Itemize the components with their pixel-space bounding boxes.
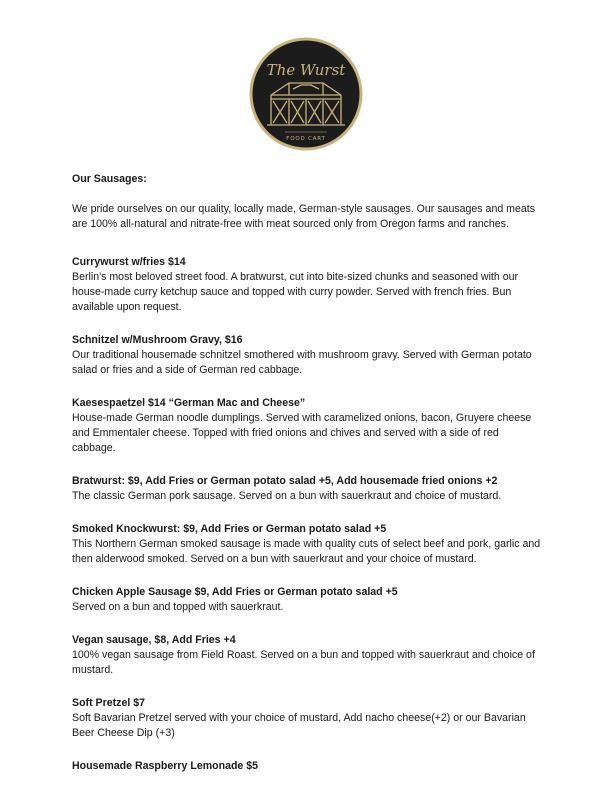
menu-item-description: The classic German pork sausage. Served on a bun with sauerkraut and choice of mustard. — [72, 490, 502, 502]
menu-item-chicken-apple-sausage — [72, 585, 542, 615]
menu-item-title: Bratwurst: $9, Add Fries or German potato salad +5, Add housemade fried onions +2 — [72, 475, 498, 487]
menu-item-title: Currywurst w/fries $14 — [72, 256, 186, 268]
menu-item-title: Soft Pretzel $7 — [72, 697, 146, 709]
menu-item-description: 100% vegan sausage from Field Roast. Served on a bun and topped with sauerkraut and choice of mustard. — [72, 649, 535, 676]
menu-item-title: Schnitzel w/Mushroom Gravy, $16 — [72, 334, 243, 346]
menu-item-title: Chicken Apple Sausage $9, Add Fries or German potato salad +5 — [72, 586, 398, 598]
menu-item-description: House-made German noodle dumplings. Served with caramelized onions, bacon, Gruyere cheese and Emmentaler cheese. Topped with fried onions and chives and served with a side of red cabbage. — [72, 412, 532, 454]
menu-item-knockwurst — [72, 522, 542, 567]
menu-item-description: Our traditional housemade schnitzel smothered with mushroom gravy. Served with German potato salad or fries and a side of German red cabbage. — [72, 349, 532, 376]
menu-item-bratwurst — [72, 474, 542, 504]
menu-item-vegan-sausage — [72, 633, 542, 678]
menu-item-kaesespaetzel — [72, 396, 542, 456]
menu-item-title: Kaesespaetzel $14 “German Mac and Cheese” — [72, 397, 306, 409]
logo — [249, 37, 363, 151]
menu-item-description: Berlin's most beloved street food. A bratwurst, cut into bite-sized chunks and seasoned with our house-made curry ketchup sauce and topped with curry powder. Served with french fries. Bun available upon request. — [72, 271, 519, 313]
menu-item-description: Soft Bavarian Pretzel served with your choice of mustard, Add nacho cheese(+2) or our Bavarian Beer Cheese Dip (+3) — [72, 712, 526, 739]
menu-item-title: Smoked Knockwurst: $9, Add Fries or German potato salad +5 — [72, 523, 387, 535]
menu-item-currywurst — [72, 255, 542, 315]
menu-item-title: Housemade Raspberry Lemonade $5 — [72, 760, 259, 772]
menu-content — [72, 172, 542, 792]
logo-emblem — [249, 37, 363, 151]
intro-paragraph: We pride ourselves on our quality, locally made, German-style sausages. Our sausages and meats are 100% all-natural and nitrate-free with meat sourced only from Oregon farms and ranches. — [72, 203, 536, 230]
menu-item-raspberry-lemonade — [72, 759, 542, 774]
logo-tagline: FOOD CART — [286, 136, 326, 142]
menu-item-description: This Northern German smoked sausage is made with quality cuts of select beef and pork, garlic and then alderwood smoked. Served on a bun with sauerkraut and your choice of mustard. — [72, 538, 541, 565]
menu-item-schnitzel — [72, 333, 542, 378]
menu-item-description: Served on a bun and topped with sauerkraut. — [72, 601, 284, 613]
section-heading: Our Sausages: — [72, 173, 147, 185]
menu-item-title: Vegan sausage, $8, Add Fries +4 — [72, 634, 236, 646]
logo-name: The Wurst — [266, 61, 346, 79]
menu-item-soft-pretzel — [72, 696, 542, 741]
